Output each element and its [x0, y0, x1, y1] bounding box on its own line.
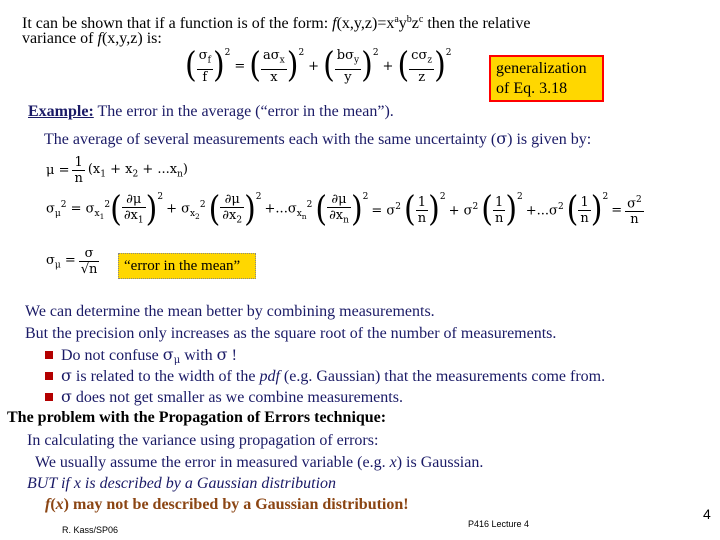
bullet-icon: [45, 393, 53, 401]
paragraph-not-gaussian: f(x) may not be described by a Gaussian distribution!: [45, 496, 409, 513]
propagation-problem-heading: The problem with the Propagation of Errors technique:: [7, 409, 387, 426]
intro-line-2: variance of f(x,y,z) is:: [22, 30, 162, 47]
bullet-do-not-confuse: Do not confuse $\sigma_\mu$ with σ !: [45, 346, 237, 370]
example-label: Example:: [28, 103, 94, 120]
paragraph-calculating-variance: In calculating the variance using propagation of errors:: [27, 432, 379, 449]
generalization-callout-line2: of Eq. 3.18: [496, 80, 568, 97]
example-line: Example: The error in the average (“error in the mean”).: [28, 103, 394, 120]
bullet-icon: [45, 351, 53, 359]
relative-variance-formula: ( $\frac{\sigma_f}{f}$ ) $^2$ = ( $\frac{a\sigma_x}{x}$ ) $^2$ + ( $\frac{b\sigma_y}{y}$ ) $^2$ + ( $\frac{c\sigma_z}{z}$ ) $^2$: [185, 45, 452, 86]
error-in-mean-callout: [118, 253, 256, 279]
variance-of-mean-formula: $\sigma_\mu^2 = \sigma_{x_1}^2$ ( $\frac{\partial\mu}{\partial x_1}$ ) $^2$ + $\sigma_{x_2}^2$ ( $\frac{\partial\mu}{\partial x_2}$ ) $^2$ $+...\sigma_{x_n}^2$ ( $\frac{\partial\mu}{\partial x_n}$ ) $^2$ = $\sigma^2$ ( $\frac{1}{n}$ ) $^2$ + $\sigma^2$ ( $\frac{1}{n}$ ) $^2$ $+...\sigma^2$ ( $\frac{1}{n}$ ) $^2$ = $\frac{\sigma^2}{n}$: [46, 189, 642, 230]
bullet-not-smaller: σ does not get smaller as we combine measurements.: [45, 388, 403, 407]
paragraph-precision: But the precision only increases as the square root of the number of measurements.: [25, 325, 557, 342]
generalization-callout: [489, 55, 604, 102]
footer-lecture: P416 Lecture 4: [468, 519, 530, 529]
paragraph-gaussian-assumption: We usually assume the error in measured variable (e.g. x) is Gaussian.: [35, 454, 484, 471]
page-number: 4: [703, 506, 711, 522]
generalization-callout-line1: generalization: [496, 60, 587, 77]
average-description: The average of several measurements each with the same uncertainty (σ) is given by:: [44, 129, 592, 148]
error-of-mean-formula: $\sigma_\mu$ = $\frac{\sigma}{√n}$: [46, 246, 98, 277]
paragraph-but-if: BUT if x is described by a Gaussian distribution: [27, 475, 337, 492]
footer-author: R. Kass/SP06: [62, 525, 119, 535]
mean-formula: μ = $\frac{1}{n}$ $(x_1 + x_2 + ...x_n)$: [46, 155, 188, 186]
bullet-icon: [45, 372, 53, 380]
paragraph-combine: We can determine the mean better by combining measurements.: [25, 303, 435, 320]
intro-line-1: It can be shown that if a function is of the form: $f(x,y,z)=x^ay^bz^c$ then the relative: [22, 14, 531, 32]
bullet-width-of-pdf: σ is related to the width of the pdf (e.g. Gaussian) that the measurements come from.: [45, 367, 605, 386]
error-in-mean-callout-text: “error in the mean”: [124, 258, 241, 274]
